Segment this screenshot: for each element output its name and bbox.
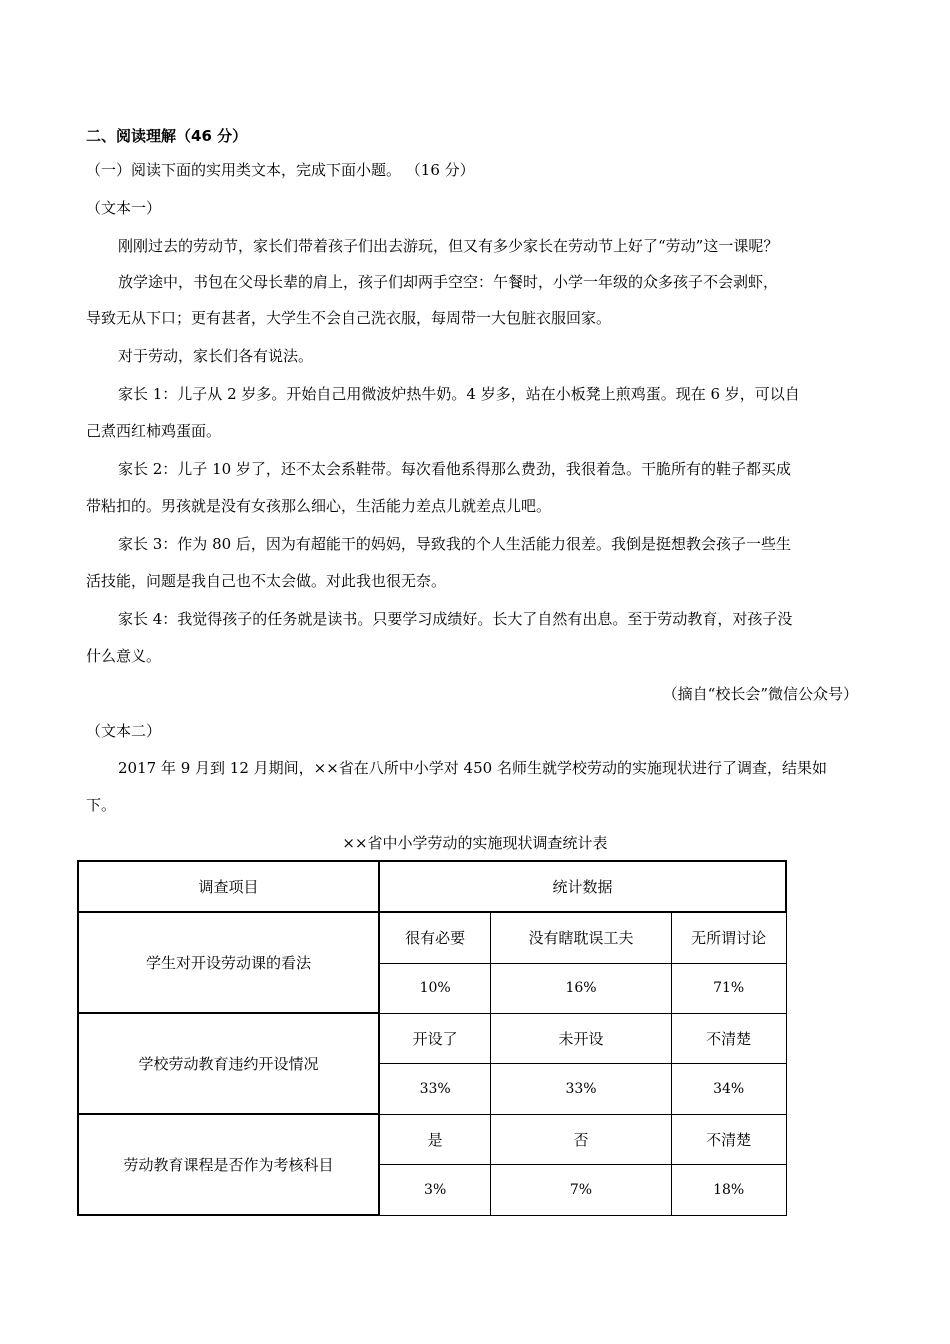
parent1-paragraph: 家长 1：儿子从 2 岁多。开始自己用微波炉热牛奶。4 岁多，站在小板凳上煎鸡蛋。现在 6 岁，可以自 xyxy=(118,385,800,403)
option-label: 不清楚 xyxy=(671,1114,786,1164)
option-label: 很有必要 xyxy=(379,912,491,963)
table-header-row xyxy=(78,861,786,912)
text2-label: （文本二） xyxy=(86,722,162,740)
survey-table xyxy=(77,860,787,1216)
parent2-paragraph-cont: 带粘扣的。男孩就是没有女孩那么细心，生活能力差点儿就差点儿吧。 xyxy=(86,497,552,515)
text1-paragraph: 对于劳动，家长们各有说法。 xyxy=(118,347,314,365)
option-label: 否 xyxy=(491,1114,672,1164)
table-row xyxy=(78,1013,786,1063)
parent2-paragraph: 家长 2：儿子 10 岁了，还不太会系鞋带。每次看他系得那么费劲，我很着急。干脆所有的鞋子都买成 xyxy=(118,460,791,478)
table-row xyxy=(78,912,786,963)
text2-paragraph: 2017 年 9 月到 12 月期间，××省在八所中小学对 450 名师生就学校劳动的实施现状进行了调查，结果如 xyxy=(118,759,827,777)
option-label: 未开设 xyxy=(491,1013,672,1063)
option-label: 无所谓讨论 xyxy=(671,912,786,963)
header-data: 统计数据 xyxy=(379,861,786,912)
option-label: 不清楚 xyxy=(671,1013,786,1063)
option-value: 16% xyxy=(491,963,672,1013)
parent4-paragraph-cont: 什么意义。 xyxy=(86,647,162,665)
row-item: 劳动教育课程是否作为考核科目 xyxy=(78,1114,379,1215)
parent1-paragraph-cont: 己煮西红柿鸡蛋面。 xyxy=(86,422,222,440)
section-title: 二、阅读理解（46 分） xyxy=(86,127,248,145)
table-caption: ××省中小学劳动的实施现状调查统计表 xyxy=(342,834,608,852)
option-value: 10% xyxy=(379,963,491,1013)
parent3-paragraph-cont: 活技能，问题是我自己也不太会做。对此我也很无奈。 xyxy=(86,572,447,590)
parent4-paragraph: 家长 4：我觉得孩子的任务就是读书。只要学习成绩好。长大了自然有出息。至于劳动教育，对孩子没 xyxy=(118,610,793,628)
option-label: 是 xyxy=(379,1114,491,1164)
text1-source: （摘自“校长会”微信公众号） xyxy=(662,685,858,703)
option-label: 没有瞎耽误工夫 xyxy=(491,912,672,963)
text1-paragraph: 放学途中，书包在父母长辈的肩上，孩子们却两手空空：午餐时，小学一年级的众多孩子不会剥虾， xyxy=(118,273,779,291)
row-item: 学校劳动教育违约开设情况 xyxy=(78,1013,379,1114)
option-value: 3% xyxy=(379,1164,491,1215)
option-value: 71% xyxy=(671,963,786,1013)
option-value: 7% xyxy=(491,1164,672,1215)
option-value: 34% xyxy=(671,1063,786,1114)
option-value: 18% xyxy=(671,1164,786,1215)
option-label: 开设了 xyxy=(379,1013,491,1063)
header-item: 调查项目 xyxy=(78,861,379,912)
text2-paragraph-cont: 下。 xyxy=(86,796,117,814)
row-item: 学生对开设劳动课的看法 xyxy=(78,912,379,1013)
parent3-paragraph: 家长 3：作为 80 后，因为有超能干的妈妈，导致我的个人生活能力很差。我倒是挺想教会孩子一些生 xyxy=(118,535,791,553)
option-value: 33% xyxy=(491,1063,672,1114)
table-row xyxy=(78,1114,786,1164)
text1-paragraph-cont: 导致无从下口；更有甚者，大学生不会自己洗衣服，每周带一大包脏衣服回家。 xyxy=(86,309,612,327)
text1-label: （文本一） xyxy=(86,199,162,217)
part1-instruction: （一）阅读下面的实用类文本，完成下面小题。 （16 分） xyxy=(86,161,475,179)
option-value: 33% xyxy=(379,1063,491,1114)
text1-paragraph: 刚刚过去的劳动节，家长们带着孩子们出去游玩，但又有多少家长在劳动节上好了“劳动”这一课呢？ xyxy=(118,237,779,255)
